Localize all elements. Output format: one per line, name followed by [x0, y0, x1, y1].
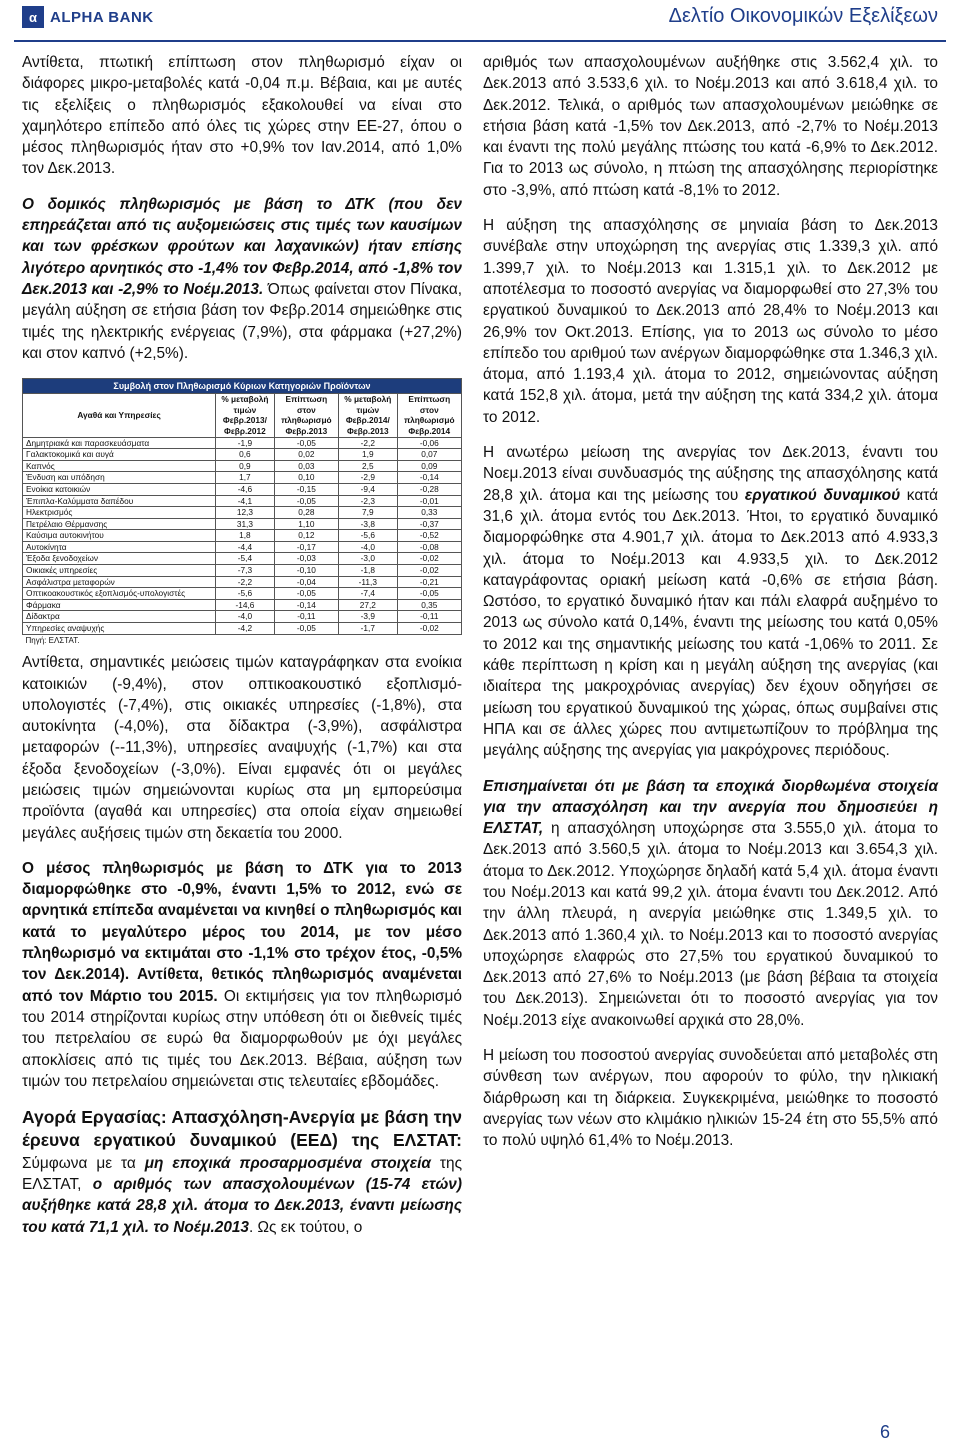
value-cell: -2,2	[216, 576, 275, 588]
value-cell: -5,6	[216, 588, 275, 600]
column-header: Αγαθά και Υπηρεσίες	[23, 394, 216, 437]
value-cell: 0,28	[274, 507, 338, 519]
category-cell: Ένδυση και υπόδηση	[23, 472, 216, 484]
column-header: % μεταβολή τιμών Φεβρ.2014/ Φεβρ.2013	[339, 394, 398, 437]
category-cell: Ενοίκια κατοικιών	[23, 483, 216, 495]
table-row	[23, 483, 462, 495]
value-cell: -0,02	[397, 623, 461, 635]
value-cell: -4,4	[216, 541, 275, 553]
value-cell: 0,12	[274, 530, 338, 542]
emphasis-text: Ο δομικός πληθωρισμός με βάση το ΔΤΚ (που δεν επηρεάζεται από τις αυξομειώσεις στις τιμές των καυσίμων και των φρέσκων φρούτων και λαχανικών) ήταν επίσης λιγότερο αρνητικός στο -1,4% τον Φεβρ.2014, από -1,8% τον Δεκ.2013 και -2,9% το Νοέμ.2013.	[22, 195, 462, 298]
page-header	[0, 0, 960, 40]
paragraph: Η μείωση του ποσοστού ανεργίας συνοδεύεται από μεταβολές στη σύνθεση των ανέργων, που αφορούν το φύλο, την ηλικιακή διάρθρωση και τη διάρκεια. Συγκεκριμένα, μειώθηκε το ποσοστό ανεργίας των νέων στο κλιμάκιο ηλικιών 15-24 έτη στο 55,5% από το πολύ υψηλό 61,4% το Νοέμ.2013.	[483, 1047, 938, 1150]
value-cell: 0,10	[274, 472, 338, 484]
body-text: η απασχόληση υποχώρησε στα 3.555,0 χιλ. άτομα το Δεκ.2013 από 3.560,5 χιλ. άτομα το Νοέμ.2013 και 3.654,3 χιλ. άτομα το Δεκ.2012. Υποχώρησε δηλαδή κατά 5,4 χιλ. άτομα έναντι του Νοέμ.2013 και κατά 99,2 χιλ. άτομα έναντι του Δεκ.2012. Από την άλλη πλευρά, η ανεργία μειώθηκε στις 1.349,5 χιλ. το Δεκ.2013 από 1.360,4 χιλ. το Νοέμ.2013 και το ποσοστό ανεργίας υποχώρησε ελαφρώς στο 27,5% του εργατικού δυναμικού το Δεκ.2013 από 27,6% το Νοέμ.2013 (με βάση βέβαια τα στοιχεία του Δεκ.2013). Σημειώνεται ότι το ποσοστό ανεργίας για τον Νοέμ.2013 είχε ανακοινωθεί αρχικά στο 28,0%.	[483, 820, 938, 1029]
value-cell: 0,33	[397, 507, 461, 519]
value-cell: -0,06	[397, 437, 461, 449]
paragraph	[22, 194, 462, 364]
value-cell: -1,9	[216, 437, 275, 449]
table-row	[23, 437, 462, 449]
bank-logo	[22, 6, 154, 28]
table-row	[23, 623, 462, 635]
body-text: Σύμφωνα με τα	[22, 1154, 145, 1172]
table-row	[23, 449, 462, 461]
emphasis-text: μη εποχικά προσαρμοσμένα στοιχεία	[144, 1154, 431, 1172]
table-row	[23, 472, 462, 484]
value-cell: 2,5	[339, 460, 398, 472]
value-cell: 0,6	[216, 449, 275, 461]
value-cell: -0,28	[397, 483, 461, 495]
value-cell: 0,02	[274, 449, 338, 461]
value-cell: 7,9	[339, 507, 398, 519]
value-cell: -0,02	[397, 565, 461, 577]
emphasis-text: Ο μέσος πληθωρισμός με βάση το ΔΤΚ για το 2013 διαμορφώθηκε στο -0,9%, έναντι 1,5% το 2012, ενώ σε αρνητικά επίπεδα αναμένεται να κινηθεί ο πληθωρισμός και κατά το μεγαλύτερο μέρος του 2014, με τον μέσο πληθωρισμό να εκτιμάται στο -1,1% στο τρέχον έτος, -0,5% τον Δεκ.2014). Αντίθετα, θετικός πληθωρισμός αναμένεται από τον Μάρτιο του 2015.	[22, 859, 462, 1005]
paragraph: Αντίθετα, σημαντικές μειώσεις τιμών καταγράφηκαν στα ενοίκια κατοικιών (-9,4%), στον οπτικοακουστικό εξοπλισμό-υπολογιστές (-7,4%), στις οικιακές υπηρεσίες (-1,8%), στα αυτοκίνητα (-4,0%), στα δίδακτρα (-3,9%), ασφάλιστρα μεταφορών (--11,3%), υπηρεσίες αναψυχής (-1,7%) και στα έξοδα ξενοδοχείων (-3,0%). Είναι εμφανές ότι οι μεγάλες μειώσεις τιμών σημειώνονται κυρίως στα μη εμπορεύσιμα προϊόντα (αγαθά και υπηρεσίες) στα οποία είχαν σημειωθεί μεγάλες αυξήσεις τιμών στη δεκαετία του 2000.	[22, 654, 462, 842]
value-cell: -0,17	[274, 541, 338, 553]
value-cell: 0,07	[397, 449, 461, 461]
category-cell: Αυτοκίνητα	[23, 541, 216, 553]
table-row	[23, 460, 462, 472]
value-cell: -0,05	[274, 588, 338, 600]
value-cell: 1,10	[274, 518, 338, 530]
table-title: Συμβολή στον Πληθωρισμό Κύριων Κατηγοριών Προϊόντων	[23, 379, 462, 394]
value-cell: -0,11	[397, 611, 461, 623]
value-cell: -0,08	[397, 541, 461, 553]
value-cell: -4,0	[216, 611, 275, 623]
column-header: Επίπτωση στον πληθωρισμό Φεβρ.2013	[274, 394, 338, 437]
table-row	[23, 576, 462, 588]
table-row	[23, 565, 462, 577]
category-cell: Υπηρεσίες αναψυχής	[23, 623, 216, 635]
table-row	[23, 599, 462, 611]
category-cell: Ηλεκτρισμός	[23, 507, 216, 519]
value-cell: -0,02	[397, 553, 461, 565]
value-cell: -0,04	[274, 576, 338, 588]
value-cell: -0,05	[274, 623, 338, 635]
emphasis-text: ο αριθμός των απασχολουμένων (15-74 ετών) αυξήθηκε κατά 28,8 χιλ. άτομα το Δεκ.2013, έναντι μείωσης του κατά 71,1 χιλ. το Νοέμ.2013	[22, 1176, 462, 1236]
emphasis-text: Επισημαίνεται ότι με βάση τα εποχικά διορθωμένα στοιχεία για την απασχόληση και την ανεργία που δημοσιεύει η ΕΛΣΤΑΤ,	[483, 777, 938, 838]
column-header: Επίπτωση στον πληθωρισμό Φεβρ.2014	[397, 394, 461, 437]
value-cell: -11,3	[339, 576, 398, 588]
alpha-bank-logo-icon: α	[22, 6, 44, 28]
category-cell: Καπνός	[23, 460, 216, 472]
value-cell: -0,01	[397, 495, 461, 507]
body-text: της ΕΛΣΤΑΤ,	[22, 1154, 462, 1194]
category-cell: Πετρέλαιο Θέρμανσης	[23, 518, 216, 530]
paragraph: Η αύξηση της απασχόλησης σε μηνιαία βάση το Δεκ.2013 συνέβαλε στην υποχώρηση της ανεργίας στις 1.339,3 χιλ. από 1.399,7 χιλ. το Νοέμ.2013 και 1.315,1 χιλ. το Δεκ.2012 με αποτέλεσμα το ποσοστό ανεργίας να διαμορφωθεί στο 27,3% του εργατικού δυναμικού το Δεκ.2013 από 28,4% το Νοέμ.2013 και 26,9% τον Οκτ.2013. Επίσης, για το 2013 ως σύνολο το μέσο επίπεδο του αριθμού των ανέργων διαμορφώθηκε στα 1.346,3 χιλ. άτομα, από 1.193,4 χιλ. άτομα το 2012, σημειώνοντας αύξηση κατά 152,8 χιλ. άτομα, μετά την αύξηση της κατά 334,2 χιλ. άτομα το 2012.	[483, 217, 938, 426]
paragraph: Αντίθετα, πτωτική επίπτωση στον πληθωρισμό είχαν οι διάφορες μικρο-μεταβολές κατά -0,04 π.μ. Βέβαια, και με αυτές τις εξελίξεις ο πληθωρισμός εξακολουθεί να είναι στο χαμηλότερο επίπεδο από όλες τις χώρες στην ΕΕ-27, όπου ο μέσος πληθωρισμός ήταν στο +0,9% τον Ιαν.2014, από 1,0% τον Δεκ.2013.	[22, 54, 462, 178]
value-cell: -0,05	[274, 437, 338, 449]
value-cell: -0,11	[274, 611, 338, 623]
value-cell: -2,3	[339, 495, 398, 507]
value-cell: -0,15	[274, 483, 338, 495]
document-title: Δελτίο Οικονομικών Εξελίξεων	[668, 5, 938, 27]
value-cell: 1,8	[216, 530, 275, 542]
table-body	[23, 437, 462, 634]
body-text: . Ως εκ τούτου, ο	[249, 1218, 363, 1236]
category-cell: Φάρμακα	[23, 599, 216, 611]
table-row	[23, 518, 462, 530]
value-cell: 31,3	[216, 518, 275, 530]
value-cell: -0,03	[274, 553, 338, 565]
value-cell: -1,7	[339, 623, 398, 635]
left-column	[22, 52, 462, 1252]
value-cell: -14,6	[216, 599, 275, 611]
value-cell: -7,4	[339, 588, 398, 600]
table-row	[23, 507, 462, 519]
category-cell: Δημητριακά και παρασκευάσματα	[23, 437, 216, 449]
value-cell: -9,4	[339, 483, 398, 495]
paragraph	[22, 858, 462, 1092]
table-row	[23, 495, 462, 507]
section-heading: Αγορά Εργασίας: Απασχόληση-Ανεργία με βάση την έρευνα εργατικού δυναμικού (ΕΕΔ) της ΕΛΣΤΑΤ:	[22, 1107, 462, 1151]
value-cell: -0,14	[397, 472, 461, 484]
body-text: Οι εκτιμήσεις για τον πληθωρισμό του 2014 στηρίζονται κυρίως στην υπόθεση ότι οι διεθνείς τιμές του πετρελαίου σε ευρώ θα διαμορφωθούν με όχι μεγάλες αποκλίσεις από τις τιμές του Δεκ.2013. Βέβαια, αύξηση των τιμών του πετρελαίου σημειώνεται στις τελευταίες εβδομάδες.	[22, 987, 462, 1090]
logo-text: ALPHA BANK	[50, 8, 154, 26]
value-cell: 27,2	[339, 599, 398, 611]
paragraph	[483, 442, 938, 761]
value-cell: -4,2	[216, 623, 275, 635]
value-cell: -7,3	[216, 565, 275, 577]
table-row	[23, 530, 462, 542]
value-cell: -2,9	[339, 472, 398, 484]
value-cell: -3,8	[339, 518, 398, 530]
value-cell: -5,4	[216, 553, 275, 565]
value-cell: -0,14	[274, 599, 338, 611]
category-cell: Γαλακτοκομικά και αυγά	[23, 449, 216, 461]
table-source: Πηγή: ΕΛΣΤΑΤ.	[25, 635, 80, 645]
category-cell: Ασφάλιστρα μεταφορών	[23, 576, 216, 588]
value-cell: -0,21	[397, 576, 461, 588]
table-row	[23, 553, 462, 565]
right-column	[483, 52, 938, 1166]
value-cell: -5,6	[339, 530, 398, 542]
paragraph	[22, 1106, 462, 1238]
body-text: Η ανωτέρω μείωση της ανεργίας τον Δεκ.2013, έναντι του Νοεμ.2013 είναι συνδυασμός της αύξησης της απασχόλησης κατά 28,8 χιλ. άτομα και της μείωσης του	[483, 444, 938, 504]
value-cell: -0,05	[397, 588, 461, 600]
value-cell: -0,05	[274, 495, 338, 507]
value-cell: -0,37	[397, 518, 461, 530]
page-number: 6	[880, 1422, 891, 1442]
category-cell: Καύσιμα αυτοκινήτου	[23, 530, 216, 542]
category-cell: Δίδακτρα	[23, 611, 216, 623]
value-cell: -3,9	[339, 611, 398, 623]
header-divider	[14, 40, 946, 42]
value-cell: -0,52	[397, 530, 461, 542]
category-cell: Έξοδα ξενοδοχείων	[23, 553, 216, 565]
value-cell: 12,3	[216, 507, 275, 519]
category-cell: Έπιπλα-Καλύμματα δαπέδου	[23, 495, 216, 507]
value-cell: -4,1	[216, 495, 275, 507]
paragraph	[483, 776, 938, 1032]
column-header: % μεταβολή τιμών Φεβρ.2013/ Φεβρ.2012	[216, 394, 275, 437]
category-cell: Οπτικοακουστικός εξοπλισμός-υπολογιστές	[23, 588, 216, 600]
table-row	[23, 611, 462, 623]
value-cell: 0,35	[397, 599, 461, 611]
value-cell: -2,2	[339, 437, 398, 449]
table-row	[23, 541, 462, 553]
value-cell: 1,7	[216, 472, 275, 484]
value-cell: 0,09	[397, 460, 461, 472]
value-cell: 1,9	[339, 449, 398, 461]
value-cell: -4,0	[339, 541, 398, 553]
value-cell: -1,8	[339, 565, 398, 577]
body-text: Όπως φαίνεται στον Πίνακα, μεγάλη αύξηση σε ετήσια βάση τον Φεβρ.2014 σημειώθηκε στις τιμές της ηλεκτρικής ενέργειας (7,9%), στα φάρμακα (+27,2%) και στον καπνό (+2,5%).	[22, 280, 462, 362]
body-text: κατά 31,6 χιλ. άτομα εντός του Δεκ.2013. Ήτοι, το εργατικό δυναμικό διαμορφώθηκε στα 4.901,7 χιλ. άτομα το Δεκ.2013 από 4.933,3 χιλ. άτομα το Νοέμ.2013 και 4.933,5 χιλ. το Δεκ.2012 καταγράφοντας οριακή μείωση κατά -0,6% σε ετήσια βάση. Ωστόσο, το εργατικό δυναμικό ήταν και πάλι ελαφρά αυξημένο το 2013 ως σύνολο κατά 0,14%, έναντι της μείωσης του κατά 0,05% το 2012 και της σημαντικής μείωσης του κατά -1,06% το 2011. Σε κάθε περίπτωση η κρίση και η μεγάλη αύξηση της ανεργίας (και ιδιαίτερα της μακροχρόνιας ανεργίας) δεν έχουν οδηγήσει σε μείωση του εργατικού δυναμικού της χώρας, όπως συμβαίνει στις ΗΠΑ και σε άλλες χώρες που αντιμετωπίζουν το πρόβλημα της μεγάλης αύξησης της ανεργίας για μακρόχρονες περιόδους.	[483, 486, 938, 760]
inflation-contribution-table	[22, 378, 462, 646]
paragraph: αριθμός των απασχολουμένων αυξήθηκε στις 3.562,4 χιλ. το Δεκ.2013 από 3.533,6 χιλ. το Νοέμ.2013 και από 3.618,4 χιλ. το Δεκ.2012. Τελικά, ο αριθμός των απασχολουμένων μειώθηκε σε ετήσια βάση κατά -1,5% τον Δεκ.2013, από -2,7% το Νοέμ.2013 και έναντι της πολύ μεγάλης πτώσης του κατά -6,9% το Δεκ.2012. Για το 2013 ως σύνολο, η πτώση της απασχόλησης περιορίστηκε στο -3,9%, από πτώση κατά -8,1% το 2012.	[483, 54, 938, 199]
value-cell: -4,6	[216, 483, 275, 495]
value-cell: 0,03	[274, 460, 338, 472]
value-cell: -0,10	[274, 565, 338, 577]
category-cell: Οικιακές υπηρεσίες	[23, 565, 216, 577]
value-cell: -3,0	[339, 553, 398, 565]
value-cell: 0,9	[216, 460, 275, 472]
table-row	[23, 588, 462, 600]
emphasis-text: εργατικού δυναμικού	[744, 486, 901, 504]
